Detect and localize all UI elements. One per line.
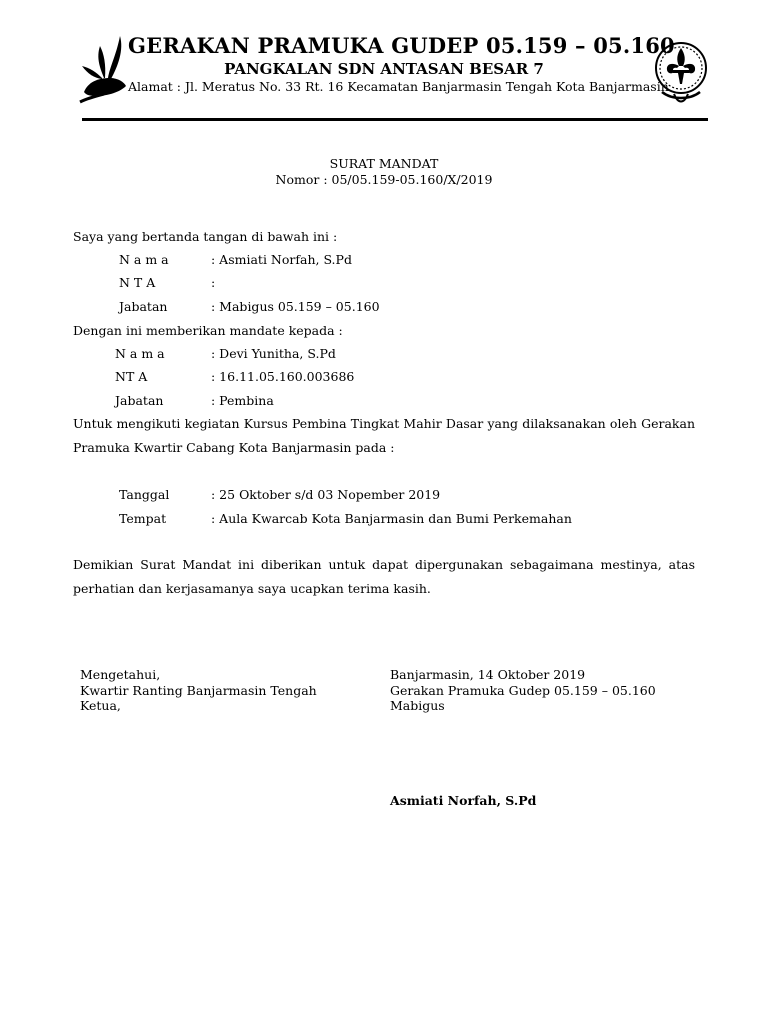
signer-nta-value: : (211, 275, 216, 290)
signature-left-line2: Kwartir Ranting Banjarmasin Tengah (80, 683, 317, 698)
recipient-nta-label: NT A (115, 369, 148, 384)
event-date-label: Tanggal (119, 487, 170, 502)
organization-title: GERAKAN PRAMUKA GUDEP 05.159 – 05.160 (128, 33, 675, 58)
recipient-name-value: : Devi Yunitha, S.Pd (211, 346, 336, 361)
tunas-kelapa-logo-icon (74, 32, 128, 104)
intro-text: Saya yang bertanda tangan di bawah ini : (73, 229, 338, 244)
organization-address: Alamat : Jl. Meratus No. 33 Rt. 16 Kecamatan Banjarmasin Tengah Kota Banjarmasin (128, 79, 669, 94)
recipient-nta-value: : 16.11.05.160.003686 (211, 369, 355, 384)
signature-right-organization: Gerakan Pramuka Gudep 05.159 – 05.160 (390, 683, 656, 698)
signer-name-label: N a m a (119, 252, 169, 267)
recipient-position-value: : Pembina (211, 393, 274, 408)
recipient-position-label: Jabatan (115, 393, 164, 408)
scout-emblem-icon (652, 34, 710, 110)
signature-right-role: Mabigus (390, 698, 445, 713)
organization-subtitle: PANGKALAN SDN ANTASAN BESAR 7 (224, 60, 544, 78)
signature-left-line3: Ketua, (80, 698, 121, 713)
signer-position-label: Jabatan (119, 299, 168, 314)
signer-position-value: : Mabigus 05.159 – 05.160 (211, 299, 380, 314)
event-place-label: Tempat (119, 511, 167, 526)
document-number: Nomor : 05/05.159-05.160/X/2019 (275, 172, 493, 187)
event-place-value: : Aula Kwarcab Kota Banjarmasin dan Bumi Perkemahan (211, 511, 572, 526)
signature-right-date: Banjarmasin, 14 Oktober 2019 (390, 667, 586, 682)
signer-name-value: : Asmiati Norfah, S.Pd (211, 252, 352, 267)
mandate-intro-text: Dengan ini memberikan mandate kepada : (73, 323, 343, 338)
header-divider (82, 118, 708, 121)
signature-left-line1: Mengetahui, (80, 667, 161, 682)
purpose-paragraph: Untuk mengikuti kegiatan Kursus Pembina Tingkat Mahir Dasar yang dilaksanakan oleh Gerakan Pramuka Kwartir Cabang Kota Banjarmasin pada : (73, 416, 695, 455)
signature-right-signer-name: Asmiati Norfah, S.Pd (390, 793, 537, 808)
document-title: SURAT MANDAT (329, 156, 439, 171)
event-date-value: : 25 Oktober s/d 03 Nopember 2019 (211, 487, 441, 502)
closing-paragraph: Demikian Surat Mandat ini diberikan untuk dapat dipergunakan sebagaimana mestinya, atas perhatian dan kerjasamanya saya ucapkan terima kasih. (73, 557, 695, 596)
signer-nta-label: N T A (119, 275, 156, 290)
recipient-name-label: N a m a (115, 346, 165, 361)
